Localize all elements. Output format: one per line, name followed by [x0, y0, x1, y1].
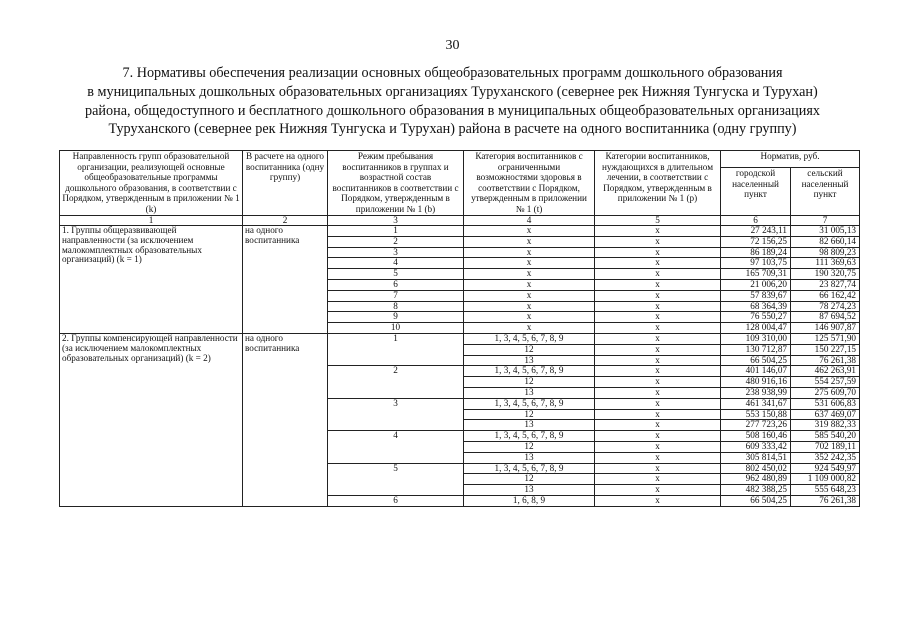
title-line: в муниципальных дошкольных образовательных организациях Туруханского (севернее рек Нижняя Тунгуска и Турухан): [87, 83, 818, 100]
rural-norm-cell: 531 606,83: [791, 398, 860, 409]
long-treatment-cell: x: [595, 269, 721, 280]
long-treatment-cell: x: [595, 333, 721, 344]
rural-norm-cell: 98 809,23: [791, 247, 860, 258]
category-cell: x: [464, 269, 595, 280]
category-cell: x: [464, 323, 595, 334]
city-norm-cell: 97 103,75: [721, 258, 791, 269]
long-treatment-cell: x: [595, 441, 721, 452]
rural-norm-cell: 555 648,23: [791, 485, 860, 496]
rural-norm-cell: 31 005,13: [791, 226, 860, 237]
category-cell: 13: [464, 387, 595, 398]
rural-norm-cell: 76 261,38: [791, 495, 860, 506]
category-cell: x: [464, 312, 595, 323]
rural-norm-cell: 82 660,14: [791, 236, 860, 247]
header-category: Категория воспитанников с ограниченными возможностями здоровья в соответствии с Порядком, утвержденным в приложении № 1 (t): [464, 151, 595, 216]
category-cell: 1, 3, 4, 5, 6, 7, 8, 9: [464, 463, 595, 474]
long-treatment-cell: x: [595, 474, 721, 485]
city-norm-cell: 21 006,20: [721, 279, 791, 290]
long-treatment-cell: x: [595, 420, 721, 431]
city-norm-cell: 305 814,51: [721, 452, 791, 463]
title-line: района, общедоступного и бесплатного дошкольного образования в муниципальных общеобразовательных организациях: [85, 102, 820, 119]
city-norm-cell: 508 160,46: [721, 431, 791, 442]
table-row: [60, 226, 860, 237]
category-cell: x: [464, 226, 595, 237]
city-norm-cell: 72 156,25: [721, 236, 791, 247]
column-number: 1: [60, 216, 243, 226]
mode-cell: 7: [328, 290, 464, 301]
long-treatment-cell: x: [595, 463, 721, 474]
long-treatment-cell: x: [595, 301, 721, 312]
city-norm-cell: 277 723,26: [721, 420, 791, 431]
long-treatment-cell: x: [595, 452, 721, 463]
mode-cell: 9: [328, 312, 464, 323]
rural-norm-cell: 275 609,70: [791, 387, 860, 398]
mode-cell: 10: [328, 323, 464, 334]
category-cell: 12: [464, 474, 595, 485]
long-treatment-cell: x: [595, 226, 721, 237]
mode-cell: 2: [328, 236, 464, 247]
city-norm-cell: 482 388,25: [721, 485, 791, 496]
mode-cell: 5: [328, 463, 464, 495]
category-cell: 12: [464, 441, 595, 452]
rural-norm-cell: 1 109 000,82: [791, 474, 860, 485]
category-cell: x: [464, 247, 595, 258]
city-norm-cell: 76 550,27: [721, 312, 791, 323]
rural-norm-cell: 462 263,91: [791, 366, 860, 377]
column-number: 2: [243, 216, 328, 226]
category-cell: x: [464, 290, 595, 301]
long-treatment-cell: x: [595, 258, 721, 269]
category-cell: 1, 3, 4, 5, 6, 7, 8, 9: [464, 431, 595, 442]
rural-norm-cell: 87 694,52: [791, 312, 860, 323]
long-treatment-cell: x: [595, 312, 721, 323]
rural-norm-cell: 352 242,35: [791, 452, 860, 463]
mode-cell: 5: [328, 269, 464, 280]
title-line: Туруханского (севернее рек Нижняя Тунгуска и Турухан) района в расчете на одного воспитанника (одну группу): [108, 121, 797, 138]
rural-norm-cell: 76 261,38: [791, 355, 860, 366]
category-cell: 1, 3, 4, 5, 6, 7, 8, 9: [464, 333, 595, 344]
rural-norm-cell: 585 540,20: [791, 431, 860, 442]
column-number: 7: [791, 216, 860, 226]
mode-cell: 4: [328, 431, 464, 463]
category-cell: x: [464, 258, 595, 269]
category-cell: 1, 3, 4, 5, 6, 7, 8, 9: [464, 398, 595, 409]
category-cell: 13: [464, 420, 595, 431]
rural-norm-cell: 190 320,75: [791, 269, 860, 280]
rural-norm-cell: 637 469,07: [791, 409, 860, 420]
city-norm-cell: 401 146,07: [721, 366, 791, 377]
header-norm: Норматив, руб.: [721, 151, 860, 168]
category-cell: 1, 6, 8, 9: [464, 495, 595, 506]
mode-cell: 2: [328, 366, 464, 398]
long-treatment-cell: x: [595, 398, 721, 409]
mode-cell: 4: [328, 258, 464, 269]
city-norm-cell: 68 364,39: [721, 301, 791, 312]
city-norm-cell: 461 341,67: [721, 398, 791, 409]
rural-norm-cell: 924 549,97: [791, 463, 860, 474]
rural-norm-cell: 150 227,15: [791, 344, 860, 355]
mode-cell: 1: [328, 226, 464, 237]
long-treatment-cell: x: [595, 495, 721, 506]
column-number: 6: [721, 216, 791, 226]
category-cell: 1, 3, 4, 5, 6, 7, 8, 9: [464, 366, 595, 377]
mode-cell: 3: [328, 247, 464, 258]
city-norm-cell: 802 450,02: [721, 463, 791, 474]
city-norm-cell: 962 480,89: [721, 474, 791, 485]
column-numbers-row: [60, 216, 860, 226]
long-treatment-cell: x: [595, 323, 721, 334]
header-direction: Направленность групп образовательной организации, реализующей основные общеобразовательные программы дошкольного образования, в соответствии с Порядком, утвержденным в приложении № 1 (k): [60, 151, 243, 216]
city-norm-cell: 609 333,42: [721, 441, 791, 452]
city-norm-cell: 128 004,47: [721, 323, 791, 334]
rural-norm-cell: 125 571,90: [791, 333, 860, 344]
long-treatment-cell: x: [595, 409, 721, 420]
long-treatment-cell: x: [595, 387, 721, 398]
city-norm-cell: 553 150,88: [721, 409, 791, 420]
header-long-treatment: Категории воспитанников, нуждающихся в длительном лечении, в соответствии с Порядком, утвержденным в приложении № 1 (p): [595, 151, 721, 216]
rural-norm-cell: 702 189,11: [791, 441, 860, 452]
rural-norm-cell: 319 882,33: [791, 420, 860, 431]
mode-cell: 6: [328, 495, 464, 506]
norms-table: [59, 150, 860, 507]
city-norm-cell: 238 938,99: [721, 387, 791, 398]
city-norm-cell: 165 709,31: [721, 269, 791, 280]
group-label-cell: 2. Группы компенсирующей направленности (за исключением малокомплектных образовательных организаций) (k = 2): [60, 333, 243, 506]
basis-cell: на одного воспитанника: [243, 333, 328, 506]
long-treatment-cell: x: [595, 279, 721, 290]
city-norm-cell: 27 243,11: [721, 226, 791, 237]
city-norm-cell: 109 310,00: [721, 333, 791, 344]
category-cell: 13: [464, 452, 595, 463]
long-treatment-cell: x: [595, 431, 721, 442]
basis-cell: на одного воспитанника: [243, 226, 328, 334]
category-cell: 13: [464, 355, 595, 366]
header-basis: В расчете на одного воспитанника (одну группу): [243, 151, 328, 216]
city-norm-cell: 57 839,67: [721, 290, 791, 301]
mode-cell: 3: [328, 398, 464, 430]
table-body: [60, 226, 860, 507]
header-city: городской населенный пункт: [721, 167, 791, 215]
rural-norm-cell: 23 827,74: [791, 279, 860, 290]
category-cell: 13: [464, 485, 595, 496]
header-rural: сельский населенный пункт: [791, 167, 860, 215]
rural-norm-cell: 66 162,42: [791, 290, 860, 301]
title-line: 7. Нормативы обеспечения реализации основных общеобразовательных программ дошкольного образования: [122, 65, 783, 81]
category-cell: 12: [464, 344, 595, 355]
group-label-cell: 1. Группы общеразвивающей направленности (за исключением малокомплектных образовательных организаций) (k = 1): [60, 226, 243, 334]
mode-cell: 1: [328, 333, 464, 365]
long-treatment-cell: x: [595, 236, 721, 247]
city-norm-cell: 66 504,25: [721, 355, 791, 366]
header-mode: Режим пребывания воспитанников в группах и возрастной состав воспитанников в соответствии с Порядком, утвержденным в приложении № 1 (b): [328, 151, 464, 216]
long-treatment-cell: x: [595, 366, 721, 377]
long-treatment-cell: x: [595, 290, 721, 301]
mode-cell: 8: [328, 301, 464, 312]
column-number: 4: [464, 216, 595, 226]
rural-norm-cell: 146 907,87: [791, 323, 860, 334]
category-cell: 12: [464, 377, 595, 388]
city-norm-cell: 130 712,87: [721, 344, 791, 355]
rural-norm-cell: 111 369,63: [791, 258, 860, 269]
city-norm-cell: 480 916,16: [721, 377, 791, 388]
page-number: 30: [445, 38, 460, 53]
document-title: [20, 64, 885, 139]
column-number: 5: [595, 216, 721, 226]
category-cell: 12: [464, 409, 595, 420]
rural-norm-cell: 554 257,59: [791, 377, 860, 388]
mode-cell: 6: [328, 279, 464, 290]
long-treatment-cell: x: [595, 355, 721, 366]
category-cell: x: [464, 279, 595, 290]
category-cell: x: [464, 301, 595, 312]
table-row: [60, 333, 860, 344]
long-treatment-cell: x: [595, 344, 721, 355]
city-norm-cell: 66 504,25: [721, 495, 791, 506]
long-treatment-cell: x: [595, 247, 721, 258]
rural-norm-cell: 78 274,23: [791, 301, 860, 312]
long-treatment-cell: x: [595, 377, 721, 388]
city-norm-cell: 86 189,24: [721, 247, 791, 258]
category-cell: x: [464, 236, 595, 247]
long-treatment-cell: x: [595, 485, 721, 496]
column-number: 3: [328, 216, 464, 226]
